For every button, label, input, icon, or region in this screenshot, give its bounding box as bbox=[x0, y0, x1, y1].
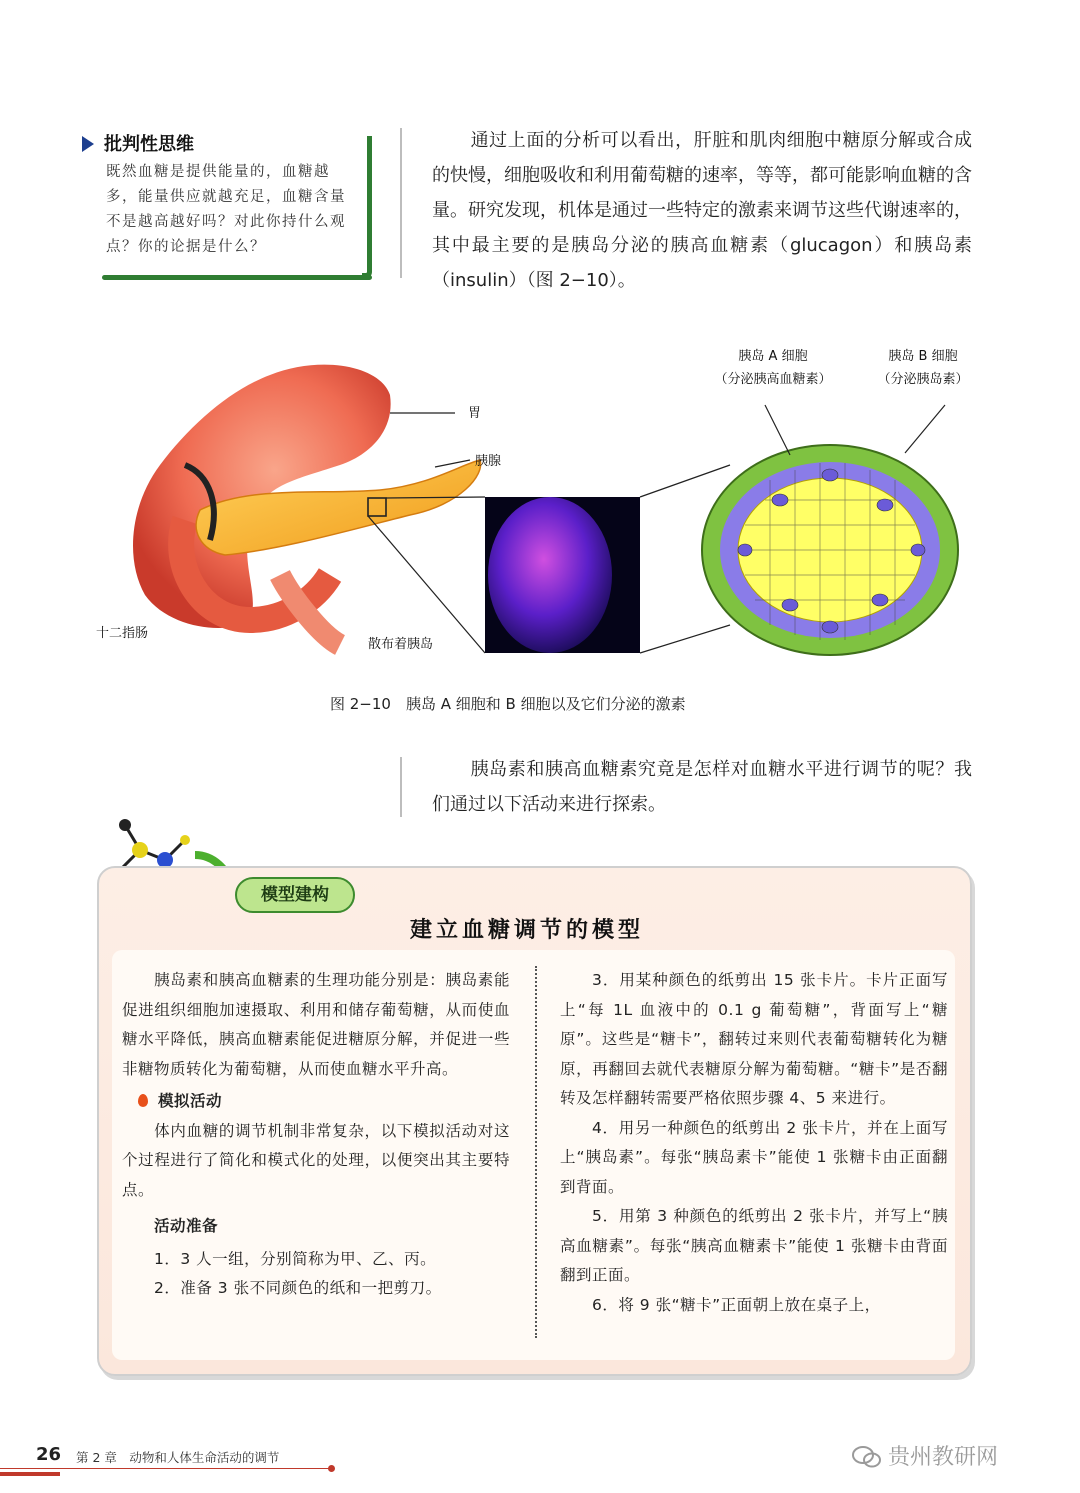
figure-2-10 bbox=[90, 335, 990, 665]
step-5: 5．用第 3 种颜色的纸剪出 2 张卡片，并写上“胰高血糖素”。每张“胰高血糖素卡”能使 1 张糖卡由背面翻到正面。 bbox=[560, 1207, 948, 1284]
zoom-line-islet-bottom bbox=[640, 625, 730, 653]
a-cell-leader bbox=[765, 405, 790, 455]
label-a-cell: 胰岛 A 细胞 bbox=[738, 349, 808, 364]
watermark: 贵州教研网 bbox=[888, 1445, 999, 1470]
critical-thinking-note bbox=[80, 128, 372, 280]
footer-red-bar bbox=[0, 1472, 60, 1476]
label-a-cell-desc: （分泌胰高血糖素） bbox=[714, 372, 832, 387]
figure-caption: 图 2−10 胰岛 A 细胞和 B 细胞以及它们分泌的激素 bbox=[330, 695, 686, 713]
label-pancreas: 胰腺 bbox=[475, 454, 502, 469]
step-1: 1．3 人一组，分别简称为甲、乙、丙。 bbox=[154, 1249, 437, 1268]
zoom-line-islet-top bbox=[640, 465, 730, 497]
margin-rule-2 bbox=[400, 757, 402, 817]
label-duodenum: 十二指肠 bbox=[96, 626, 149, 641]
step-3: 3．用某种颜色的纸剪出 15 张卡片。卡片正面写上“每 1L 血液中的 0.1 g 葡萄糖”，背面写上“糖原”。这些是“糖卡”，翻转过来则代表葡萄糖转化为糖原，再翻回去就代表糖原分解为葡萄糖。“糖卡”是否翻转及怎样翻转需要严格依照步骤 4、5 来进行。 bbox=[560, 971, 948, 1107]
column-divider bbox=[535, 966, 537, 1338]
model-paragraph-2: 体内血糖的调节机制非常复杂，以下模拟活动对这个过程进行了简化和模式化的处理，以便突出其主要特点。 bbox=[122, 1121, 510, 1199]
model-tag: 模型建构 bbox=[235, 877, 355, 913]
b-cell-leader bbox=[905, 405, 945, 453]
note-title: 批判性思维 bbox=[104, 134, 194, 155]
page-number: 26 bbox=[36, 1444, 62, 1465]
step-2: 2．准备 3 张不同颜色的纸和一把剪刀。 bbox=[154, 1279, 442, 1297]
model-left-column bbox=[122, 966, 510, 1304]
preparation-heading: 活动准备 bbox=[154, 1216, 219, 1235]
intro-paragraph: 通过上面的分析可以看出，肝脏和肌肉细胞中糖原分解或合成的快慢，细胞吸收和利用葡萄糖的速率，等等，都可能影响血糖的含量。研究发现，机体是通过一些特定的激素来调节这些代谢速率的，其中最主要的是胰岛分泌的胰高血糖素（glucagon）和胰岛素（insulin）（图 2−10）。 bbox=[432, 130, 972, 291]
label-islets: 散布着胰岛 bbox=[368, 637, 434, 652]
label-stomach: 胃 bbox=[468, 406, 482, 421]
footer-dot bbox=[328, 1465, 335, 1472]
drop-icon bbox=[138, 1094, 148, 1107]
islet-cell-diagram bbox=[702, 445, 958, 655]
model-title: 建立血糖调节的模型 bbox=[410, 917, 645, 943]
footer-rule bbox=[0, 1468, 330, 1469]
model-paragraph-1: 胰岛素和胰高血糖素的生理功能分别是：胰岛素能促进组织细胞加速摄取、利用和储存葡萄糖，从而使血糖水平降低，胰高血糖素能促进糖原分解，并促进一些非糖物质转化为葡萄糖，从而使血糖水平升高。 bbox=[122, 971, 510, 1078]
note-underline bbox=[102, 275, 372, 280]
note-body: 既然血糖是提供能量的，血糖越多，能量供应就越充足，血糖含量不是越高越好吗？对此你持什么观点？你的论据是什么？ bbox=[106, 164, 346, 255]
margin-rule bbox=[400, 128, 402, 278]
label-b-cell: 胰岛 B 细胞 bbox=[888, 349, 958, 364]
question-paragraph: 胰岛素和胰高血糖素究竟是怎样对血糖水平进行调节的呢？我们通过以下活动来进行探索。 bbox=[432, 759, 972, 815]
note-bracket bbox=[362, 136, 372, 278]
step-4: 4．用另一种颜色的纸剪出 2 张卡片，并在上面写上“胰岛素”。每张“胰岛素卡”能使 1 张糖卡由正面翻到背面。 bbox=[560, 1118, 948, 1196]
model-right-column bbox=[560, 966, 948, 1320]
label-b-cell-desc: （分泌胰岛素） bbox=[877, 372, 969, 387]
chapter-title: 第 2 章 动物和人体生命活动的调节 bbox=[76, 1450, 280, 1465]
simulation-heading: 模拟活动 bbox=[122, 1087, 510, 1117]
wechat-icon bbox=[852, 1445, 882, 1469]
step-6: 6．将 9 张“糖卡”正面朝上放在桌子上， bbox=[592, 1295, 881, 1314]
triangle-bullet-icon bbox=[82, 136, 94, 152]
islet-micrograph bbox=[488, 497, 612, 653]
